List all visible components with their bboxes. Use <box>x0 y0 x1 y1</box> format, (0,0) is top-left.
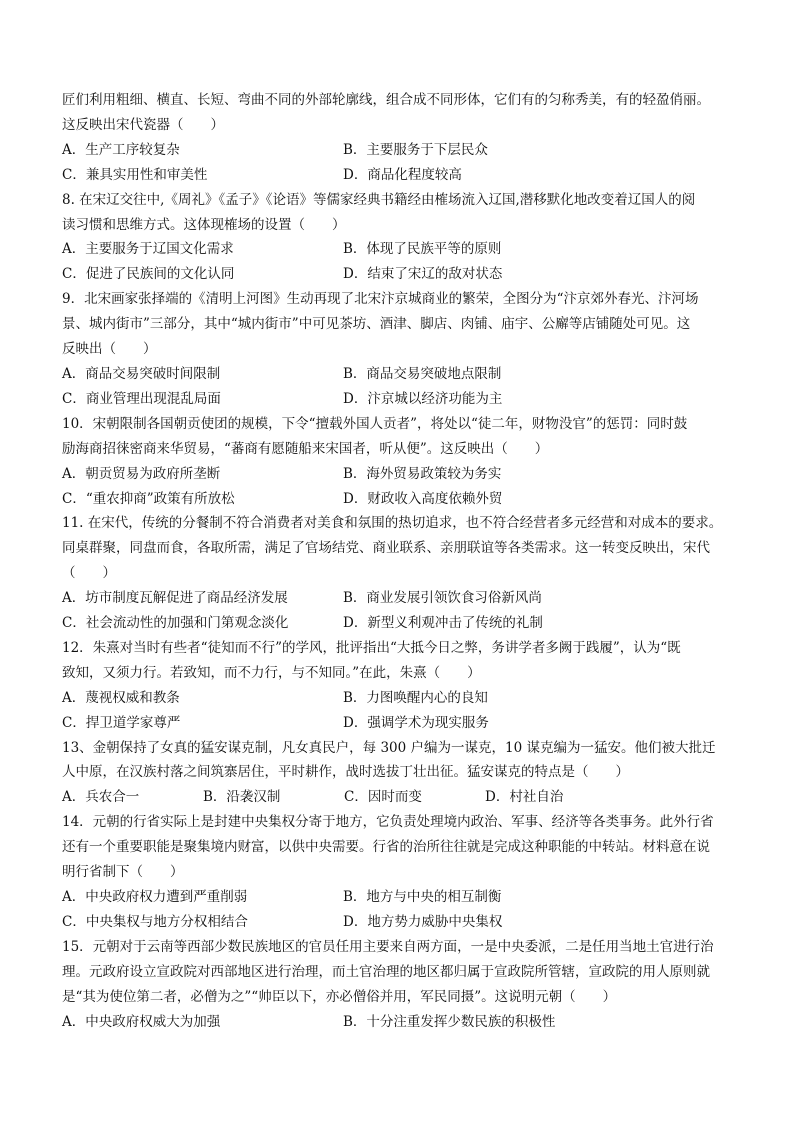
question-stem-line: 14．元朝的行省实际上是封建中央集权分寄于地方，它负责处理境内政治、军事、经济等各类事务。此外行省 <box>62 814 714 831</box>
option-d[interactable]: D．财政收入高度依赖外贸 <box>343 490 503 507</box>
option-row <box>62 387 752 412</box>
option-d[interactable]: D．商品化程度较高 <box>343 166 462 183</box>
question-10 <box>62 412 752 512</box>
option-c[interactable]: C．中央集权与地方分权相结合 <box>62 913 248 930</box>
option-a[interactable]: A．主要服务于辽国文化需求 <box>62 241 234 258</box>
question-stem-line: 13、金朝保持了女真的猛安谋克制，凡女真民户，每 300 户编为一谋克，10 谋克编为一猛安。他们被大批迁 <box>62 739 716 756</box>
option-row <box>62 262 752 287</box>
question-stem-line: 匠们利用粗细、横直、长短、弯曲不同的外部轮廓线，组合成不同形体，它们有的匀称秀美，有的轻盈俏丽。 <box>62 92 710 108</box>
option-row <box>62 785 752 810</box>
question-stem-line: 明行省制下（ ） <box>62 864 184 881</box>
question-stem-line: 致知，又须力行。若致知，而不力行，与不知同。”在此，朱熹（ ） <box>62 664 481 681</box>
question-stem-line: 同桌群聚，同盘而食，各取所需，满足了官场结党、商业联系、亲朋联谊等各类需求。这一转变反映出，宋代 <box>62 540 710 557</box>
option-a[interactable]: A．中央政府权威大为加强 <box>62 1013 221 1030</box>
option-row <box>62 163 752 188</box>
option-c[interactable]: C．“重农抑商”政策有所放松 <box>62 490 235 507</box>
option-c[interactable]: C．促进了民族间的文化认同 <box>62 266 235 283</box>
option-a[interactable]: A．兵农合一 <box>62 789 140 806</box>
option-row <box>62 138 752 163</box>
option-row <box>62 237 752 262</box>
option-row <box>62 462 752 487</box>
option-d[interactable]: D．村社自治 <box>485 789 564 806</box>
question-12 <box>62 636 752 736</box>
question-14 <box>62 810 752 935</box>
option-d[interactable]: D．汴京城以经济功能为主 <box>343 390 503 407</box>
option-row <box>62 362 752 387</box>
option-b[interactable]: B．力图唤醒内心的良知 <box>343 689 488 706</box>
option-d[interactable]: D．强调学术为现实服务 <box>343 714 489 731</box>
question-15 <box>62 935 752 1035</box>
option-c[interactable]: C．因时而变 <box>344 789 422 806</box>
option-c[interactable]: C．商业管理出现混乱局面 <box>62 390 221 407</box>
question-content <box>62 88 752 1034</box>
option-c[interactable]: C．兼具实用性和审美性 <box>62 166 208 183</box>
question-stem-line: （ ） <box>62 565 116 582</box>
option-b[interactable]: B．十分注重发挥少数民族的积极性 <box>343 1013 556 1030</box>
option-a[interactable]: A．中央政府权力遭到严重削弱 <box>62 889 248 905</box>
option-d[interactable]: D．结束了宋辽的敌对状态 <box>343 266 503 283</box>
question-8 <box>62 188 752 288</box>
question-stem-line: 11. 在宋代，传统的分餐制不符合消费者对美食和氛围的热切追求，也不符合经营者多元经营和对成本的要求。 <box>62 515 723 532</box>
option-row <box>62 611 752 636</box>
option-a[interactable]: A．生产工序较复杂 <box>62 141 180 158</box>
question-stem-line: 景、城内街市”三部分，其中“城内街市”中可见茶坊、酒津、脚店、肉铺、庙宇、公廨等店铺随处可见。这 <box>62 316 691 333</box>
question-stem-line: 9．北宋画家张择端的《清明上河图》生动再现了北宋汴京城商业的繁荣，全图分为“汴京郊外春光、汴河场 <box>62 291 699 308</box>
option-b[interactable]: B．地方与中央的相互制衡 <box>343 889 502 905</box>
option-a[interactable]: A．朝贡贸易为政府所垄断 <box>62 465 221 482</box>
question-stem-line: 还有一个重要职能是聚集境内财富，以供中央需要。行省的治所往往就是完成这种职能的中转站。材料意在说 <box>62 839 710 856</box>
question-continuation <box>62 88 752 188</box>
option-b[interactable]: B．商业发展引领饮食习俗新风尚 <box>343 590 542 607</box>
option-b[interactable]: B．体现了民族平等的原则 <box>343 241 502 258</box>
option-a[interactable]: A．蔑视权威和教条 <box>62 689 180 706</box>
question-stem-line: 励海商招徕密商来华贸易，“蕃商有愿随船来宋国者，听从便”。这反映出（ ） <box>62 440 549 457</box>
option-row <box>62 586 752 611</box>
option-row <box>62 686 752 711</box>
option-row <box>62 487 752 512</box>
option-row <box>62 910 752 935</box>
option-c[interactable]: C．捍卫道学家尊严 <box>62 714 181 731</box>
option-row <box>62 711 752 736</box>
option-a[interactable]: A．商品交易突破时间限制 <box>62 365 221 382</box>
option-row <box>62 1010 752 1035</box>
question-stem-line: 是“其为使位第二者，必僧为之”“帅臣以下，亦必僧俗并用，军民同摄”。这说明元朝（ ） <box>62 988 617 1005</box>
option-b[interactable]: B．商品交易突破地点限制 <box>343 365 502 382</box>
question-11 <box>62 511 752 636</box>
option-a[interactable]: A．坊市制度瓦解促进了商品经济发展 <box>62 590 288 607</box>
question-stem-line: 这反映出宋代瓷器（ ） <box>62 116 224 133</box>
question-13 <box>62 736 752 811</box>
question-9 <box>62 287 752 412</box>
option-d[interactable]: D．新型义利观冲击了传统的礼制 <box>343 615 543 632</box>
question-stem-line: 8. 在宋辽交往中,《周礼》《孟子》《论语》等儒家经典书籍经由榷场流入辽国,潜移默化地改变着辽国人的阅 <box>62 191 696 208</box>
option-row <box>62 885 752 910</box>
option-c[interactable]: C．社会流动性的加强和门第观念淡化 <box>62 615 289 632</box>
question-stem-line: 理。元政府设立宣政院对西部地区进行治理，而土官治理的地区都归属于宣政院所管辖，宣政院的用人原则就 <box>62 963 710 980</box>
question-stem-line: 10．宋朝限制各国朝贡使团的规模，下令“擅载外国人贡者”，将处以“徒二年，财物没官”的惩罚：同时鼓 <box>62 415 688 432</box>
option-b[interactable]: B．沿袭汉制 <box>203 789 281 806</box>
question-stem-line: 12．朱熹对当时有些者“徒知而不行”的学风，批评指出“大抵今日之弊，务讲学者多阙于践履”，认为“既 <box>62 639 681 656</box>
question-stem-line: 人中原，在汉族村落之间筑寨居住，平时耕作，战时选拔丁壮出征。猛安谋克的特点是（ ） <box>62 764 629 781</box>
option-d[interactable]: D．地方势力威胁中央集权 <box>343 913 503 930</box>
question-stem-line: 反映出（ ） <box>62 341 157 358</box>
question-stem-line: 读习惯和思维方式。这体现榷场的设置（ ） <box>62 216 346 233</box>
option-b[interactable]: B．海外贸易政策较为务实 <box>343 465 502 482</box>
question-stem-line: 15．元朝对于云南等西部少数民族地区的官员任用主要来自两方面，一是中央委派，二是任用当地土官进行治 <box>62 938 714 955</box>
option-b[interactable]: B．主要服务于下层民众 <box>343 141 488 158</box>
